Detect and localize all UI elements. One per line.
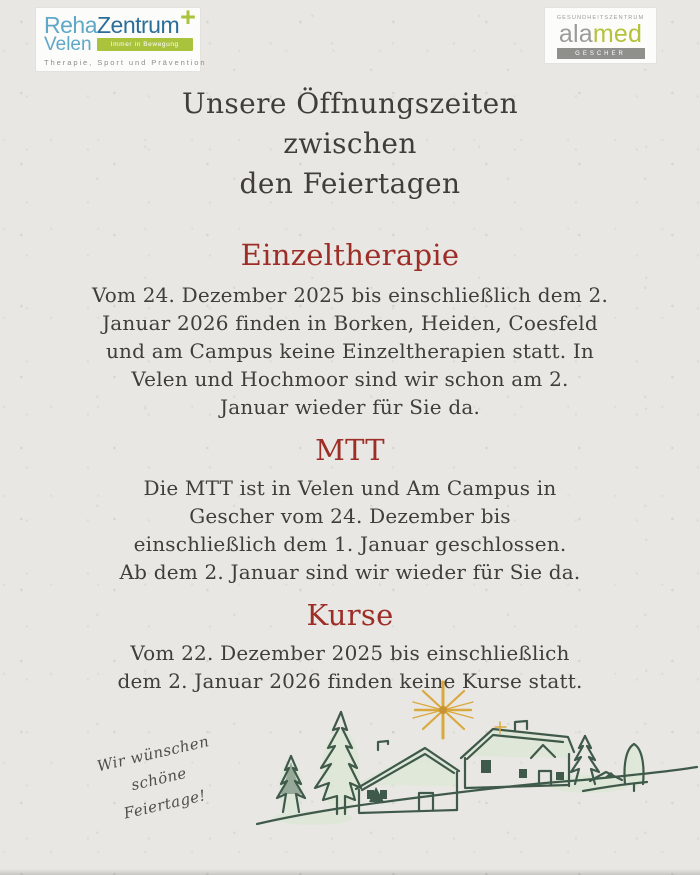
rehazentrum-velen-logo <box>36 2 207 71</box>
body-line: Gescher vom 24. Dezember bis <box>189 504 511 528</box>
section-heading-kurse: Kurse <box>306 598 394 632</box>
body-line: und am Campus keine Einzeltherapien statt. In <box>105 339 595 363</box>
title-line-3: den Feiertagen <box>239 167 461 200</box>
velen-row <box>44 35 193 54</box>
title-line-2: zwischen <box>283 127 417 160</box>
page-title <box>0 84 700 204</box>
body-line: Vom 22. Dezember 2025 bis einschließlich <box>130 641 570 665</box>
body-line: Januar 2026 finden in Borken, Heiden, Coesfeld <box>102 311 598 335</box>
section-heading-einzeltherapie: Einzeltherapie <box>240 238 460 272</box>
ala-text: ala <box>558 20 593 48</box>
slogan-badge: Immer in Bewegung <box>97 38 193 51</box>
section-body-einzeltherapie <box>0 281 700 421</box>
alamed-wordmark <box>545 22 656 46</box>
reha-text: Reha <box>44 12 97 38</box>
zentrum-text: Zentrum <box>96 12 180 38</box>
wish-line-2: Feiertage! <box>121 786 208 823</box>
body-line: Velen und Hochmoor sind wir schon am 2. <box>131 367 569 391</box>
alamed-city-bar: GESCHER <box>557 48 645 59</box>
med-text: med <box>592 20 643 48</box>
body-line: Ab dem 2. Januar sind wir wieder für Sie da. <box>119 560 581 584</box>
section-heading-mtt: MTT <box>315 433 385 467</box>
body-line: dem 2. Januar 2026 finden keine Kurse statt. <box>117 669 583 693</box>
plus-icon: + <box>180 2 196 32</box>
reha-tagline: Therapie, Sport und Prävention <box>44 58 207 67</box>
section-body-mtt <box>0 474 700 586</box>
velen-text: Velen <box>44 34 92 55</box>
alamed-logo <box>545 8 656 63</box>
body-line: einschließlich dem 1. Januar geschlossen. <box>133 532 567 556</box>
winter-village-illustration-icon <box>253 672 700 872</box>
body-line: Vom 24. Dezember 2025 bis einschließlich dem 2. <box>91 283 609 307</box>
wish-line-1: Wir wünschen schöne <box>95 732 211 795</box>
title-line-1: Unsere Öffnungszeiten <box>181 87 519 120</box>
holiday-wish-note <box>67 722 250 836</box>
alamed-top-label: GESUNDHEITSZENTRUM <box>556 15 645 21</box>
rehazentrum-wordmark <box>44 2 196 38</box>
body-line: Januar wieder für Sie da. <box>219 395 481 419</box>
body-line: Die MTT ist in Velen und Am Campus in <box>143 476 557 500</box>
